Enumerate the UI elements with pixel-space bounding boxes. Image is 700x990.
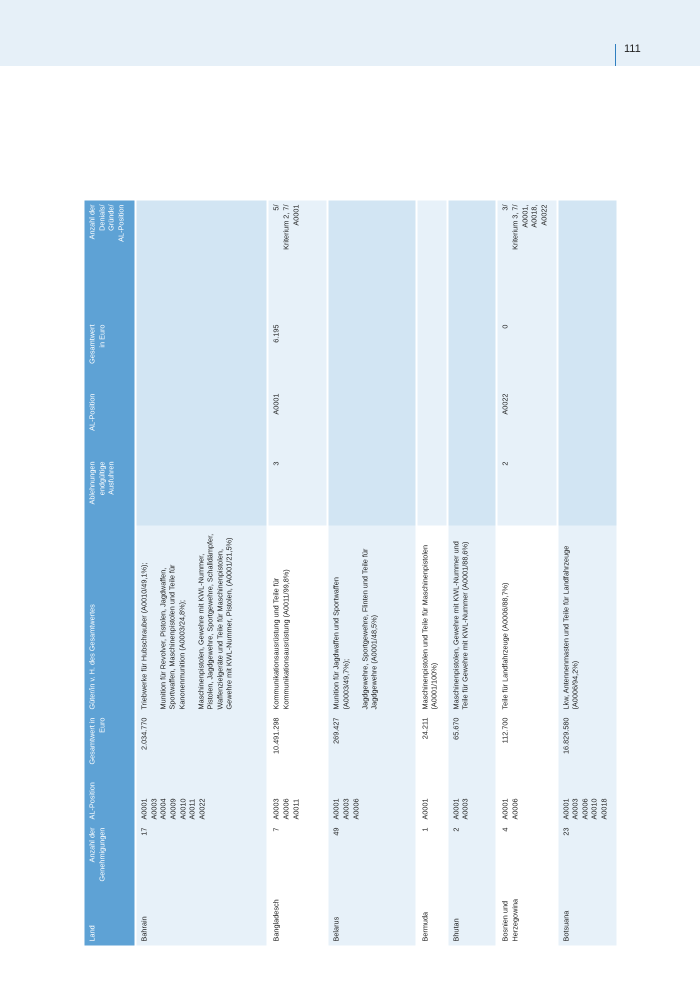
- cell-line: A0001: [500, 797, 510, 819]
- abl-al-position-cell: [416, 389, 447, 457]
- table-row: [447, 200, 496, 945]
- cell-line: Bosnien und: [500, 900, 510, 941]
- cell-line: A0003: [460, 797, 470, 819]
- ablehnungen-cell: [557, 457, 617, 525]
- anzahl-cell: 7: [267, 823, 327, 889]
- table-header-row: [84, 200, 135, 945]
- cell-line: A0004: [158, 797, 168, 819]
- cell-line: A0001: [331, 797, 341, 819]
- abl-gesamtwert-cell: [135, 320, 267, 389]
- cell-line: Teile für Landfahrzeuge (A0006/88,7%): [500, 582, 510, 709]
- gueter-cell: [496, 525, 556, 713]
- cell-line: Kriterium 3, 7/: [509, 204, 519, 250]
- cell-line: A0006: [350, 797, 360, 819]
- cell-line: A0011: [187, 798, 197, 819]
- al-position-cell: [447, 770, 496, 823]
- denials-cell: [135, 200, 267, 320]
- abl-gesamtwert-cell: 0: [496, 320, 556, 389]
- anzahl-cell: 4: [496, 823, 556, 889]
- cell-line: Botsuana: [560, 910, 570, 941]
- table-row: [496, 200, 556, 945]
- gueter-cell: [267, 525, 327, 713]
- cell-line: Munition für Revolver, Pistolen, Jagdwaffen, Sportwaffen, Maschinenpistolen und Teile für Kanonenmunition (A0003/24,8%);: [157, 564, 186, 709]
- header-band: [0, 0, 700, 66]
- cell-line: A0006: [509, 797, 519, 819]
- anzahl-cell: 2: [447, 823, 496, 889]
- anzahl-cell: 49: [327, 823, 415, 889]
- cell-line: A0001: [560, 797, 570, 819]
- al-position-cell: [557, 770, 617, 823]
- ablehnungen-cell: [327, 457, 415, 525]
- export-licence-table: [84, 200, 618, 945]
- table-body: [135, 200, 617, 945]
- cell-line: A0001: [139, 797, 148, 819]
- cell-line: A0006: [579, 797, 589, 819]
- cell-line: Kommunikationsausrüstung und Teile für Kommunikationsausrüstung (A0011/99,8%): [271, 568, 290, 709]
- cell-line: Bermuda: [419, 911, 429, 941]
- ablehnungen-cell: [447, 457, 496, 525]
- anzahl-cell: 1: [416, 823, 447, 889]
- land-cell: [416, 889, 447, 945]
- cell-line: Belarus: [331, 916, 341, 941]
- cell-line: A0022: [196, 797, 206, 819]
- denials-cell: [267, 200, 327, 320]
- table-row: [557, 200, 617, 945]
- gueter-cell: [327, 525, 415, 713]
- cell-line: Triebwerke für Hubschrauber (A0010/49,1%);: [139, 562, 148, 709]
- anzahl-cell: 23: [557, 823, 617, 889]
- ablehnungen-cell: 3: [267, 457, 327, 525]
- anzahl-cell: 17: [135, 823, 267, 889]
- cell-line: A0001: [450, 797, 460, 819]
- cell-line: Maschinenpistolen, Gewehre mit KWL-Nummer, Pistolen, Jagdgewehre, Sportgewehre, Schalldämpfer, Waffenzielgeräte und Teile für Maschinenpistolen, Gewehre mit KWL-Nummer, Pistolen, (A0001/21,5%): [195, 533, 234, 709]
- abl-gesamtwert-cell: [327, 320, 415, 389]
- cell-line: A0003: [570, 797, 580, 819]
- gesamtwert-cell: 16.829.580: [557, 713, 617, 770]
- column-header-gesamtwert: Gesamtwert in Euro: [84, 713, 135, 770]
- land-cell: [447, 889, 496, 945]
- denials-cell: [447, 200, 496, 320]
- land-cell: [327, 889, 415, 945]
- cell-line: Bangladesch: [271, 898, 281, 941]
- abl-al-position-cell: [327, 389, 415, 457]
- al-position-cell: [416, 770, 447, 823]
- column-header-gueter: Güter/in v. H. des Gesamtwertes: [84, 525, 135, 713]
- column-header-abl-gesamtwert: Gesamtwert in Euro: [84, 320, 135, 389]
- table-row: [135, 200, 267, 945]
- cell-line: A0001,: [519, 204, 529, 228]
- cell-line: Maschinenpistolen und Teile für Maschinenpistolen (A0001/100%): [419, 544, 439, 709]
- gueter-cell: [416, 525, 447, 713]
- abl-al-position-cell: A0001: [267, 389, 327, 457]
- column-header-abl-al-position: AL-Position: [84, 389, 135, 457]
- rotated-table-container: [84, 200, 618, 945]
- gesamtwert-cell: 65.670: [447, 713, 496, 770]
- denials-cell: [496, 200, 556, 320]
- al-position-cell: [135, 770, 267, 823]
- gesamtwert-cell: 269.427: [327, 713, 415, 770]
- table-row: [267, 200, 327, 945]
- cell-line: A0010: [589, 797, 599, 819]
- abl-gesamtwert-cell: 6.195: [267, 320, 327, 389]
- al-position-cell: [267, 770, 327, 823]
- page-number-rule: [615, 44, 616, 66]
- land-cell: [135, 889, 267, 945]
- column-header-land: Land: [84, 889, 135, 945]
- abl-gesamtwert-cell: [416, 320, 447, 389]
- land-cell: [496, 889, 556, 945]
- gesamtwert-cell: 2.034.770: [135, 713, 267, 770]
- cell-line: A0003: [271, 797, 281, 819]
- ablehnungen-cell: [416, 457, 447, 525]
- gesamtwert-cell: 112.700: [496, 713, 556, 770]
- gesamtwert-cell: 24.211: [416, 713, 447, 770]
- cell-line: 5/: [271, 204, 281, 211]
- cell-line: A0022: [538, 204, 548, 226]
- abl-gesamtwert-cell: [447, 320, 496, 389]
- cell-line: A0003: [341, 797, 351, 819]
- cell-line: A0006: [280, 797, 290, 819]
- gueter-cell: [135, 525, 267, 713]
- denials-cell: [327, 200, 415, 320]
- land-cell: [557, 889, 617, 945]
- gesamtwert-cell: 10.491.298: [267, 713, 327, 770]
- ablehnungen-cell: 2: [496, 457, 556, 525]
- abl-al-position-cell: [447, 389, 496, 457]
- column-header-anzahl: Anzahl der Genehmigungen: [84, 823, 135, 889]
- column-header-ablehnungen: Ablehnungen endgültige Ausfuhren: [84, 457, 135, 525]
- column-header-al-position: AL-Position: [84, 770, 135, 823]
- cell-line: Bhutan: [450, 917, 460, 941]
- cell-line: Herzegowina: [509, 898, 519, 941]
- abl-al-position-cell: [557, 389, 617, 457]
- gueter-cell: [447, 525, 496, 713]
- page-number: 111: [624, 43, 641, 55]
- gueter-cell: [557, 525, 617, 713]
- cell-line: Jagdgewehre, Sportgewehre, Flinten und Teile für Jagdgewehre (A0001/48,5%): [359, 548, 379, 709]
- cell-line: Munition für Jagdwaffen und Sportwaffen (A0003/49,7%);: [331, 576, 351, 709]
- table-row: [327, 200, 415, 945]
- denials-cell: [416, 200, 447, 320]
- cell-line: 3/: [500, 204, 510, 211]
- cell-line: Maschinenpistolen, Gewehre mit KWL-Nummer und Teile für Gewehre mit KWL-Nummer (A0001/88,6%): [450, 540, 470, 709]
- cell-line: Lkw, Antennenmasten und Teile für Landfahrzeuge (A0006/94,2%): [560, 545, 580, 709]
- al-position-cell: [496, 770, 556, 823]
- abl-al-position-cell: [135, 389, 267, 457]
- cell-line: A0010: [177, 797, 187, 819]
- cell-line: A0003: [148, 797, 158, 819]
- cell-line: A0018,: [529, 204, 539, 228]
- cell-line: Kriterium 2, 7/: [280, 204, 290, 250]
- cell-line: A0001: [419, 797, 429, 819]
- denials-cell: [557, 200, 617, 320]
- cell-line: A0009: [167, 797, 177, 819]
- ablehnungen-cell: [135, 457, 267, 525]
- cell-line: Bahrain: [139, 915, 148, 941]
- land-cell: [267, 889, 327, 945]
- abl-gesamtwert-cell: [557, 320, 617, 389]
- al-position-cell: [327, 770, 415, 823]
- cell-line: A0018: [599, 797, 609, 819]
- cell-line: A0011: [290, 798, 300, 819]
- cell-line: A0001: [290, 204, 300, 226]
- table-row: [416, 200, 447, 945]
- abl-al-position-cell: A0022: [496, 389, 556, 457]
- column-header-denials: Anzahl der Denials/ Gründe/ AL-Position: [84, 200, 135, 320]
